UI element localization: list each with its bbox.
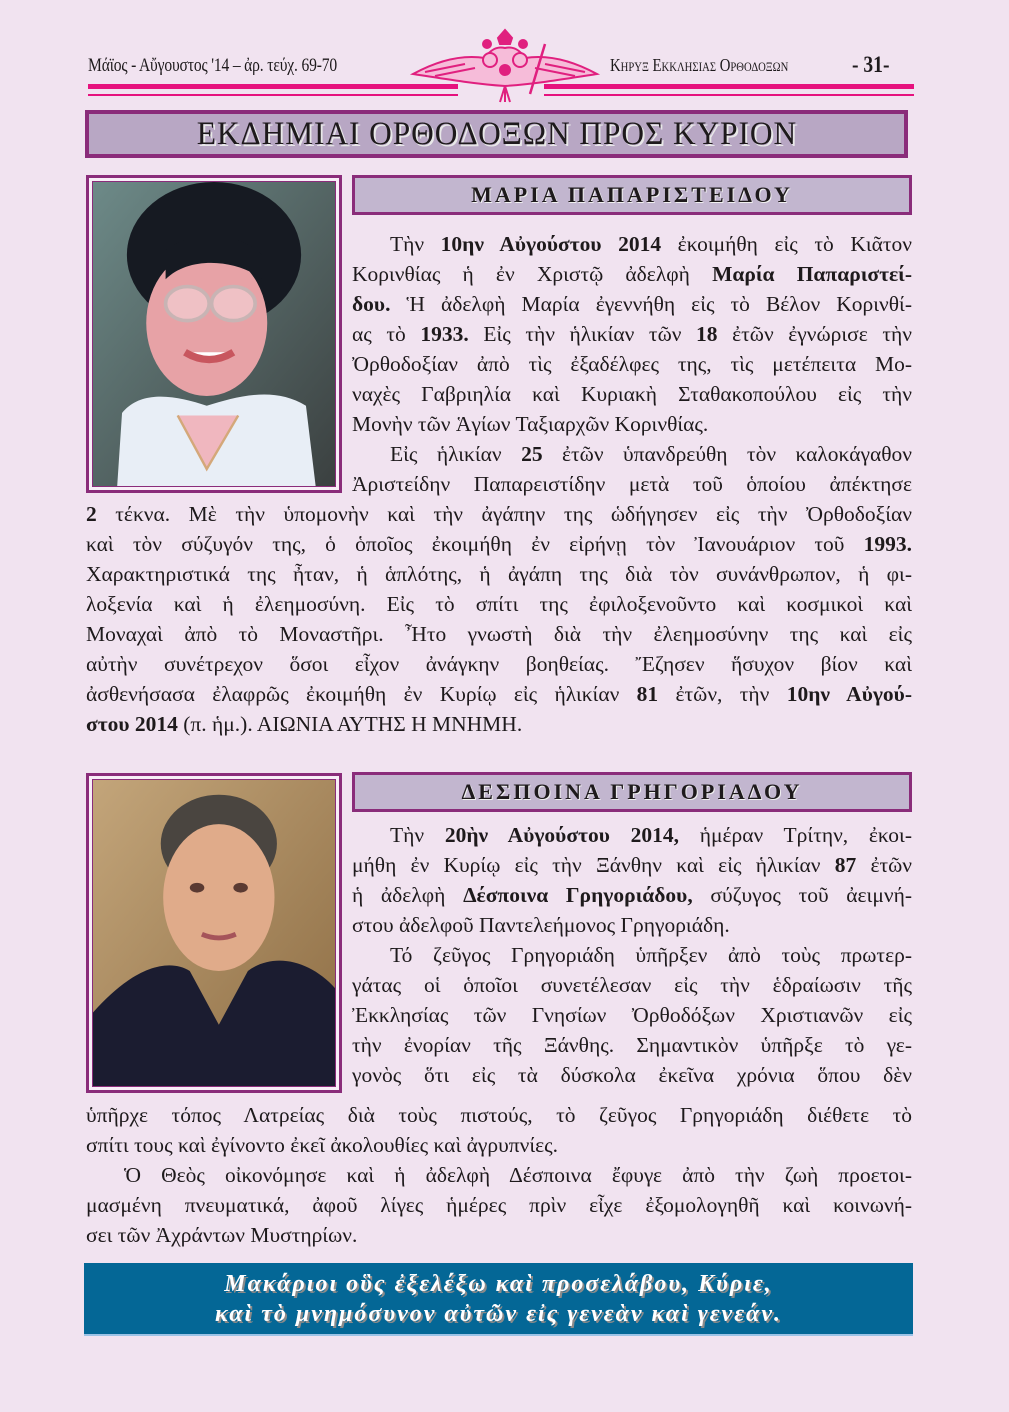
double-headed-eagle-icon: [405, 24, 605, 104]
header-rule-thin-left: [88, 94, 458, 96]
obituary-name-banner: [352, 772, 912, 812]
section-title: ΕΚΔΗΜΙΑΙ ΟΡΘΟΔΟΞΩΝ ΠΡΟΣ ΚΥΡΙΟΝ: [196, 115, 797, 152]
text-line: Τό ζεῦγος Γρηγοριάδη ὑπῆρξεν ἀπὸ τοὺς πρωτερ-: [390, 943, 912, 967]
text-line: Ὀρθοδοξίαν ἀπὸ τὶς ἐξαδέλφες της, τὶς μετέπειτα Μο-: [352, 352, 912, 376]
obituary-text: [352, 820, 912, 1090]
obituary-text-continued: [86, 499, 912, 739]
text-line: ἀσθενήσασα ἐλαφρῶς ἐκοιμήθη ἐν Κυρίῳ εἰς ἡλικίαν 81 ἐτῶν, τὴν 10ην Αὐγού-: [86, 682, 912, 706]
text-line: καὶ τὸν σύζυγόν της, ὁ ὁποῖος ἐκοιμήθη ἐν εἰρήνῃ τὸν Ἰανουάριον τοῦ 1993.: [86, 532, 912, 556]
text-line: Μονὴν τῶν Ἁγίων Ταξιαρχῶν Κορινθίας.: [352, 412, 709, 436]
text-line: μήθη ἐν Κυρίῳ εἰς τὴν Ξάνθην καὶ εἰς ἡλικίαν 87 ἐτῶν: [352, 853, 912, 877]
text-line: γάτας οἱ ὁποῖοι συνετέλεσαν εἰς τὴν ἑδραίωσιν τῆς: [352, 973, 912, 997]
text-line: ας τὸ 1933. Εἰς τὴν ἡλικίαν τῶν 18 ἐτῶν ἐγνώρισε τὴν: [352, 322, 913, 346]
text-line: στου ἀδελφοῦ Παντελεήμονος Γρηγοριάδη.: [352, 913, 730, 937]
portrait-photo: [92, 779, 336, 1087]
memorial-quote-line: Μακάριοι οὓς ἐξελέξω καὶ προσελάβου, Κύριε,: [224, 1270, 773, 1297]
text-line: αὐτὴν συνέτρεχον ὅσοι εἶχον ἀνάγκην βοηθείας. Ἔζησεν ἥσυχον βίον καὶ: [86, 652, 912, 676]
text-line: Ὁ Θεὸς οἰκονόμησε καὶ ἡ ἀδελφὴ Δέσποινα ἔφυγε ἀπὸ τὴν ζωὴ προετοι-: [124, 1163, 912, 1187]
text-line: Ἐκκλησίας τῶν Γνησίων Ὀρθοδόξων Χριστιανῶν εἰς: [352, 1003, 912, 1027]
obituary-name: ΔΕΣΠΟΙΝΑ ΓΡΗΓΟΡΙΑΔΟΥ: [461, 779, 803, 804]
obituary-text: [352, 229, 912, 499]
header-rule-thick-left: [88, 84, 458, 89]
text-line: Χαρακτηριστικά της ἦταν, ἡ ἁπλότης, ἡ ἀγάπη της διὰ τὸν συνάνθρωπον, ἡ φι-: [86, 562, 912, 586]
portrait-photo: [92, 181, 336, 487]
text-line: ὑπῆρχε τόπος Λατρείας διὰ τοὺς πιστούς, τὸ ζεῦγος Γρηγοριάδη διέθετε τὸ: [86, 1103, 912, 1127]
text-line: 2 τέκνα. Μὲ τὴν ὑπομονὴν καὶ τὴν ἀγάπην της ὡδήγησεν εἰς τὴν Ὀρθοδοξίαν: [86, 502, 912, 526]
text-line: μασμένη πνευματικά, ἀφοῦ λίγες ἡμέρες πρὶν εἶχε ἐξομολογηθῆ καὶ κοινωνή-: [86, 1193, 912, 1217]
text-line: Κορινθίας ἡ ἐν Χριστῷ ἀδελφὴ Μαρία Παπαριστεί-: [352, 262, 912, 286]
obituary-name: ΜΑΡΙΑ ΠΑΠΑΡΙΣΤΕΙΔΟΥ: [471, 182, 793, 207]
header-rule-thin-right: [544, 94, 914, 96]
text-line: τὴν ἐνορίαν τῆς Ξάνθης. Σημαντικὸν ὑπῆρξε τὸ γε-: [352, 1033, 912, 1057]
text-line: σπίτι τους καὶ ἐγίνοντο ἐκεῖ ἀκολουθίες καὶ ἀγρυπνίες.: [86, 1133, 559, 1157]
memorial-quote-banner: [84, 1263, 913, 1336]
text-line: Τὴν 10ην Αὐγούστου 2014 ἐκοιμήθη εἰς τὸ Κιᾶτον: [390, 232, 913, 256]
obituary-text-continued: [86, 1100, 912, 1250]
text-line: σει τῶν Ἀχράντων Μυστηρίων.: [86, 1223, 358, 1247]
issue-info: Μάϊος - Αὔγουστος '14 – ἀρ. τεύχ. 69-70: [88, 55, 338, 76]
publication-name: Κηρυξ Εκκλησιας Ορθοδοξων: [610, 55, 789, 75]
memorial-quote-line: καὶ τὸ μνημόσυνον αὐτῶν εἰς γενεὰν καὶ γενεάν.: [215, 1300, 782, 1327]
text-line: στου 2014 (π. ἡμ.). ΑΙΩΝΙΑ ΑΥΤΗΣ Η ΜΝΗΜΗ.: [86, 712, 523, 736]
text-line: Μοναχαὶ ἀπὸ τὸ Μοναστῆρι. Ἦτο γνωστὴ διὰ τὴν ἐλεημοσύνην της καὶ εἰς: [86, 622, 912, 646]
text-line: Ἀριστείδην Παπαρειστίδην μετὰ τοῦ ὁποίου ἀπέκτησε: [352, 472, 912, 496]
section-title-banner: [85, 110, 908, 158]
portrait-despoina-icon: [93, 780, 335, 1086]
text-line: ναχὲς Γαβριηλία καὶ Κυριακὴ Σταθακοπούλου εἰς τὴν: [352, 382, 912, 406]
obituary-name-banner: [352, 175, 912, 215]
text-line: δου. Ἡ ἀδελφὴ Μαρία ἐγεννήθη εἰς τὸ Βέλον Κορινθί-: [352, 292, 912, 316]
text-line: γονὸς ὅτι εἰς τὰ δύσκολα ἐκεῖνα χρόνια ὅπου δὲν: [352, 1063, 912, 1087]
text-line: Τὴν 20ὴν Αὐγούστου 2014, ἡμέραν Τρίτην, ἐκοι-: [390, 823, 912, 847]
text-line: ἡ ἀδελφὴ Δέσποινα Γρηγοριάδου, σύζυγος τοῦ ἀειμνή-: [352, 883, 912, 907]
portrait-maria-icon: [93, 182, 335, 486]
text-line: Εἰς ἡλικίαν 25 ἐτῶν ὑπανδρεύθη τὸν καλοκάγαθον: [390, 442, 912, 466]
photo-frame: [86, 175, 342, 493]
photo-frame: [86, 773, 342, 1093]
text-line: λοξενία καὶ ἡ ἐλεημοσύνη. Εἰς τὸ σπίτι της ἐφιλοξενοῦντο καὶ κοσμικοὶ καὶ: [86, 592, 912, 616]
page-number: - 31-: [852, 52, 890, 77]
header-rule-thick-right: [544, 84, 914, 89]
